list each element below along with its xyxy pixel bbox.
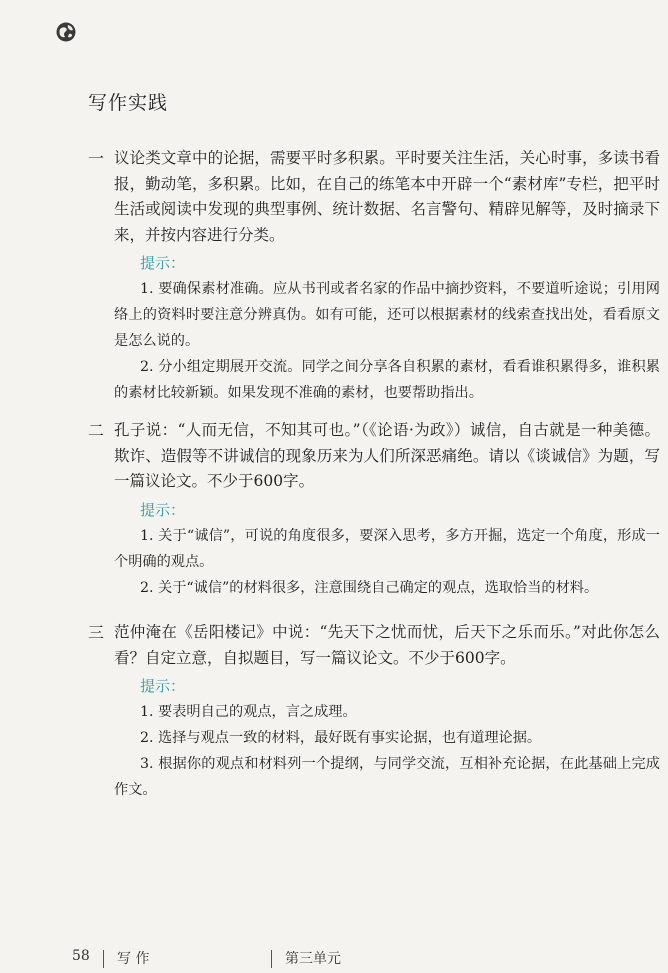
tip-item: 1. 关于“诚信”，可说的角度很多，要深入思考，多方开掘，选定一个角度，形成一个明确的观点。	[114, 527, 660, 570]
section-number: 二	[88, 421, 105, 440]
globe-icon	[56, 22, 76, 42]
tip-item: 3. 根据你的观点和材料列一个提纲，与同学交流，互相补充论据，在此基础上完成作文。	[114, 756, 660, 799]
section-number: 三	[88, 623, 105, 642]
footer-section: 写 作	[117, 951, 150, 967]
hint-label: 提示：	[140, 500, 186, 519]
section-number: 一	[88, 149, 105, 168]
footer-divider	[103, 950, 104, 968]
tip-item: 2. 分小组定期展开交流。同学之间分享各自积累的素材，看看谁积累得多，谁积累的素材比较新颖。如果发现不准确的素材，也要帮助指出。	[114, 359, 660, 402]
tip-item: 2. 关于“诚信”的材料很多，注意围绕自己确定的观点，选取恰当的材料。	[140, 579, 599, 596]
section-2	[88, 418, 660, 601]
section-3	[88, 620, 660, 803]
hint-label: 提示：	[140, 254, 186, 273]
footer-unit: 第三单元	[285, 951, 341, 967]
tip-item: 1. 要表明自己的观点，言之成理。	[140, 704, 357, 721]
section-body: 议论类文章中的论据，需要平时多积累。平时要关注生活，关心时事，多读书看报，勤动笔，多积累。比如，在自己的练笔本中开辟一个“素材库”专栏，把平时生活或阅读中发现的典型事例、统计数据、名言警句、精辟见解等，及时摘录下来，并按内容进行分类。	[114, 149, 660, 244]
footer-divider	[271, 950, 272, 968]
tip-item: 1. 要确保素材准确。应从书刊或者名家的作品中摘抄资料，不要道听途说；引用网络上的资料时要注意分辨真伪。如有可能，还可以根据素材的线索查找出处，看看原文是怎么说的。	[114, 281, 660, 350]
section-body: 范仲淹在《岳阳楼记》中说：“先天下之忧而忧，后天下之乐而乐。”对此你怎么看？自定立意，自拟题目，写一篇议论文。不少于600字。	[114, 623, 660, 667]
page-number: 58	[72, 948, 90, 964]
page-title: 写作实践	[88, 92, 169, 114]
tip-item: 2. 选择与观点一致的材料，最好既有事实论据，也有道理论据。	[140, 730, 542, 747]
section-1	[88, 146, 660, 406]
hint-label: 提示：	[140, 677, 186, 696]
section-body: 孔子说：“人而无信，不知其可也。”（《论语·为政》）诚信，自古就是一种美德。欺诈、造假等不讲诚信的现象历来为人们所深恶痛绝。请以《谈诚信》为题，写一篇议论文。不少于600字。	[114, 421, 660, 491]
